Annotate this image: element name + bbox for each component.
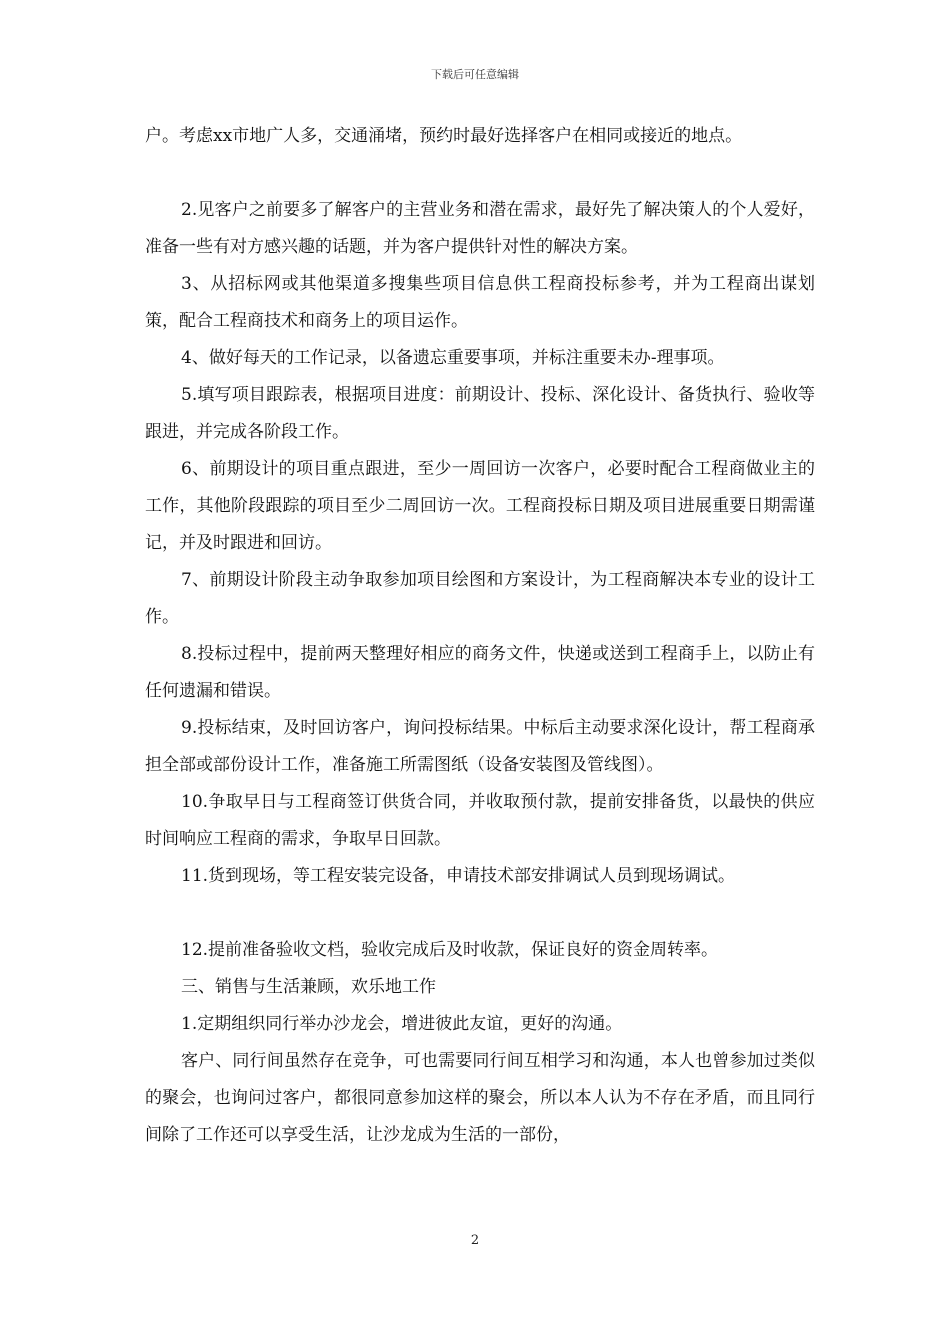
paragraph-2: 2.见客户之前要多了解客户的主营业务和潜在需求，最好先了解决策人的个人爱好，准备一些有对方感兴趣的话题，并为客户提供针对性的解决方案。 bbox=[145, 200, 815, 257]
paragraph-11: 11.货到现场，等工程安装完设备，申请技术部安排调试人员到现场调试。 bbox=[181, 866, 736, 886]
page-number: 2 bbox=[470, 1233, 480, 1248]
paragraph-1: 户。考虑xx市地广人多，交通涌堵，预约时最好选择客户在相同或接近的地点。 bbox=[145, 126, 743, 146]
paragraph-6: 6、前期设计的项目重点跟进，至少一周回访一次客户，必要时配合工程商做业主的工作，其他阶段跟踪的项目至少二周回访一次。工程商投标日期及项目进展重要日期需谨记，并及时跟进和回访。 bbox=[145, 459, 815, 553]
paragraph-12: 12.提前准备验收文档，验收完成后及时收款，保证良好的资金周转率。 bbox=[181, 940, 719, 960]
paragraph-4: 4、做好每天的工作记录，以备遗忘重要事项，并标注重要未办-理事项。 bbox=[181, 348, 725, 368]
paragraph-10: 10.争取早日与工程商签订供货合同，并收取预付款，提前安排备货，以最快的供应时间响应工程商的需求，争取早日回款。 bbox=[145, 792, 815, 849]
paragraph-8: 8.投标过程中，提前两天整理好相应的商务文件，快递或送到工程商手上，以防止有任何遗漏和错误。 bbox=[145, 644, 815, 701]
paragraph-13: 1.定期组织同行举办沙龙会，增进彼此友谊，更好的沟通。 bbox=[181, 1014, 623, 1034]
paragraph-7: 7、前期设计阶段主动争取参加项目绘图和方案设计，为工程商解决本专业的设计工作。 bbox=[145, 570, 815, 627]
paragraph-14: 客户、同行间虽然存在竞争，可也需要同行间互相学习和沟通，本人也曾参加过类似的聚会，也询问过客户，都很同意参加这样的聚会，所以本人认为不存在矛盾，而且同行间除了工作还可以享受生活，让沙龙成为生活的一部份， bbox=[145, 1051, 815, 1145]
paragraph-3: 3、从招标网或其他渠道多搜集些项目信息供工程商投标参考，并为工程商出谋划策，配合工程商技术和商务上的项目运作。 bbox=[145, 274, 815, 331]
page-header: 下载后可任意编辑 bbox=[431, 68, 519, 81]
paragraph-5: 5.填写项目跟踪表，根据项目进度：前期设计、投标、深化设计、备货执行、验收等跟进，并完成各阶段工作。 bbox=[145, 385, 815, 442]
document-body bbox=[145, 118, 815, 1154]
section-heading: 三、销售与生活兼顾，欢乐地工作 bbox=[181, 977, 436, 997]
paragraph-9: 9.投标结束，及时回访客户，询问投标结果。中标后主动要求深化设计，帮工程商承担全部或部份设计工作，准备施工所需图纸（设备安装图及管线图）。 bbox=[145, 718, 815, 775]
